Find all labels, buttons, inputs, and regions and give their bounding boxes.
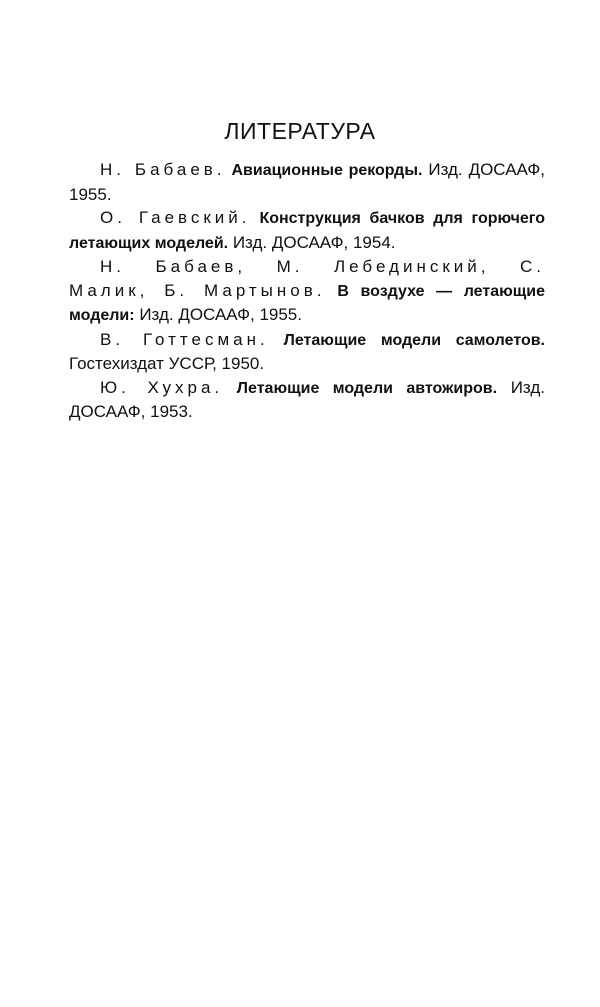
reference-author: О. Гаевский.	[100, 208, 251, 227]
reference-title: В воздухе — летающие модели:	[69, 282, 545, 324]
reference-publisher: Изд. ДОСААФ, 1955.	[69, 160, 545, 204]
reference-title: Конструкция бачков для горючего летающих моделей.	[69, 210, 545, 252]
reference-item	[69, 206, 545, 255]
reference-publisher: Изд. ДОСААФ, 1954.	[232, 232, 396, 252]
reference-publisher: Изд. ДОСААФ, 1953.	[69, 377, 545, 421]
reference-author: Ю. Хухра.	[100, 377, 224, 397]
reference-publisher: Гостехиздат УССР, 1950.	[69, 354, 265, 373]
reference-item	[69, 328, 545, 376]
reference-title: Летающие модели самолетов.	[283, 331, 545, 349]
reference-title: Летающие модели автожиров.	[236, 379, 498, 397]
reference-author: Н. Бабаев, М. Лебединский, С. Малик, Б. Мартынов.	[69, 257, 545, 300]
reference-title: Авиационные рекорды.	[231, 162, 423, 179]
reference-item	[69, 376, 545, 424]
reference-author: В. Готтесман.	[100, 329, 269, 349]
reference-item	[69, 255, 545, 328]
reference-author: Н. Бабаев.	[100, 160, 226, 179]
reference-item	[69, 158, 545, 206]
page-heading: ЛИТЕРАТУРА	[224, 118, 376, 144]
reference-publisher: Изд. ДОСААФ, 1955.	[139, 305, 302, 324]
reference-list	[69, 158, 545, 424]
